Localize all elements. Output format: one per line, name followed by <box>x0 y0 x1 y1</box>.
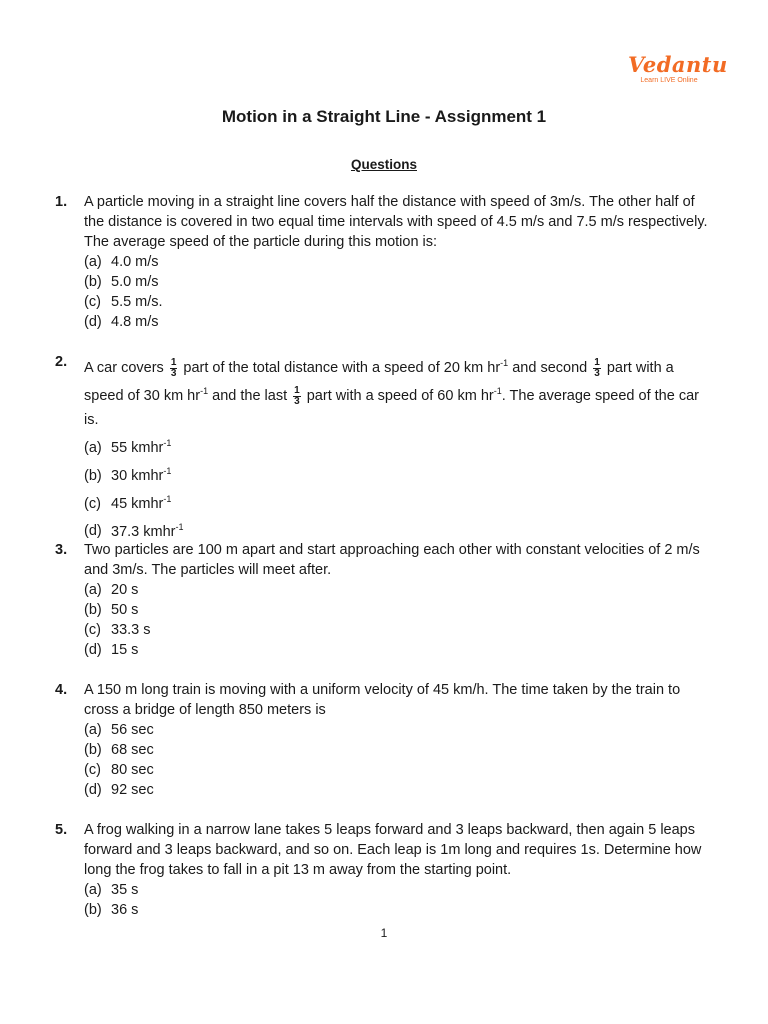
question-4 <box>55 680 715 800</box>
text-span: part of the total distance with a speed of 20 km hr <box>183 359 501 376</box>
page-title: Motion in a Straight Line - Assignment 1 <box>221 107 547 126</box>
text-span: and second <box>512 359 588 376</box>
option-value: 5.0 m/s <box>111 274 159 290</box>
question-5 <box>55 820 715 920</box>
question-number: 3. <box>55 542 68 558</box>
question-number: 4. <box>55 682 68 698</box>
question-text: Two particles are 100 m apart and start approaching each other with constant velocities of 2 m/s and 3m/s. The particles will meet after. <box>84 542 700 578</box>
option-label: (a) <box>84 722 102 738</box>
option <box>84 900 715 920</box>
option-label: (b) <box>84 467 102 484</box>
option-label: (b) <box>84 742 102 758</box>
superscript: -1 <box>163 465 172 476</box>
option-label: (d) <box>84 523 102 540</box>
question-3 <box>55 540 715 660</box>
fraction-numerator: 1 <box>594 356 600 368</box>
option-label: (d) <box>84 314 102 330</box>
option-label: (b) <box>84 602 102 618</box>
fraction-numerator: 1 <box>294 384 300 396</box>
option-value: 56 sec <box>111 722 154 738</box>
option-label: (a) <box>84 582 102 598</box>
question-text: A 150 m long train is moving with a uniform velocity of 45 km/h. The time taken by the train to cross a bridge of length 850 meters is <box>84 682 681 718</box>
text-span: part with a speed of 30 km hr <box>84 359 674 405</box>
question-text: A particle moving in a straight line covers half the distance with speed of 3m/s. The other half of the distance is covered in two equal time intervals with speed of 4.5 m/s and 7.5 m/s respectively. The average speed of the particle during this motion is: <box>84 194 708 250</box>
option <box>84 580 715 600</box>
option <box>84 640 715 660</box>
fraction <box>293 386 301 407</box>
text-span: part with a speed of 60 km hr <box>306 388 494 405</box>
option <box>84 460 715 488</box>
superscript: -1 <box>493 386 502 397</box>
option-value: 35 s <box>111 882 139 898</box>
question-text <box>84 352 715 432</box>
option <box>84 620 715 640</box>
option <box>84 488 715 516</box>
fraction-numerator: 1 <box>170 356 177 368</box>
fraction <box>170 358 178 379</box>
option <box>84 720 715 740</box>
option-value: 50 s <box>111 602 139 618</box>
question-2 <box>55 352 715 543</box>
question-number: 1. <box>55 194 68 210</box>
option <box>84 740 715 760</box>
superscript: -1 <box>163 438 172 449</box>
question-number: 2. <box>55 354 68 370</box>
option-label: (c) <box>84 495 101 512</box>
text-span: . The average speed of the car is. <box>84 388 699 428</box>
option-value: 68 sec <box>111 742 154 758</box>
question-number: 5. <box>55 822 68 838</box>
option-label: (a) <box>84 882 102 898</box>
question-1 <box>55 192 715 332</box>
option-value: 55 kmhr <box>111 439 164 456</box>
fraction-denominator: 3 <box>594 367 600 379</box>
option-label: (c) <box>84 622 101 638</box>
option <box>84 600 715 620</box>
option-value: 33.3 s <box>111 622 151 638</box>
option-label: (b) <box>84 902 102 918</box>
option-value: 20 s <box>111 582 139 598</box>
option-value: 36 s <box>111 902 139 918</box>
fraction-denominator: 3 <box>170 367 177 379</box>
question-text: A frog walking in a narrow lane takes 5 leaps forward and 3 leaps backward, then again 5 leaps forward and 3 leaps backward, and so on. Each leap is 1m long and requires 1s. Determine how long the frog takes to fall in a pit 13 m away from the starting point. <box>84 822 702 878</box>
option <box>84 252 715 272</box>
section-heading: Questions <box>350 157 417 172</box>
option-value: 30 kmhr <box>111 467 164 484</box>
option-value: 15 s <box>111 642 139 658</box>
option <box>84 780 715 800</box>
option <box>84 432 715 460</box>
option <box>84 760 715 780</box>
fraction-denominator: 3 <box>294 395 300 407</box>
option-value: 92 sec <box>111 782 154 798</box>
option-label: (d) <box>84 642 102 658</box>
option <box>84 312 715 332</box>
option-label: (c) <box>84 294 101 310</box>
fraction <box>593 358 601 379</box>
page-number: 1 <box>380 926 388 940</box>
option-label: (d) <box>84 782 102 798</box>
option <box>84 292 715 312</box>
option-label: (a) <box>84 439 102 456</box>
option-label: (c) <box>84 762 101 778</box>
option <box>84 880 715 900</box>
superscript: -1 <box>175 521 184 532</box>
text-span: A car covers <box>84 359 164 376</box>
vedantu-logo <box>628 52 728 85</box>
option-value: 45 kmhr <box>111 495 164 512</box>
option-value: 37.3 kmhr <box>111 523 176 540</box>
option-label: (b) <box>84 274 102 290</box>
option-value: 4.8 m/s <box>111 314 159 330</box>
logo-tagline: Learn LIVE Online <box>640 77 698 84</box>
logo-wordmark: Vedantu <box>628 52 728 77</box>
superscript: -1 <box>200 386 209 397</box>
option-label: (a) <box>84 254 102 270</box>
superscript: -1 <box>163 493 172 504</box>
option-value: 4.0 m/s <box>111 254 159 270</box>
superscript: -1 <box>500 358 509 368</box>
option <box>84 272 715 292</box>
text-span: and the last <box>212 388 288 405</box>
option-value: 80 sec <box>111 762 154 778</box>
option-value: 5.5 m/s. <box>111 294 163 310</box>
